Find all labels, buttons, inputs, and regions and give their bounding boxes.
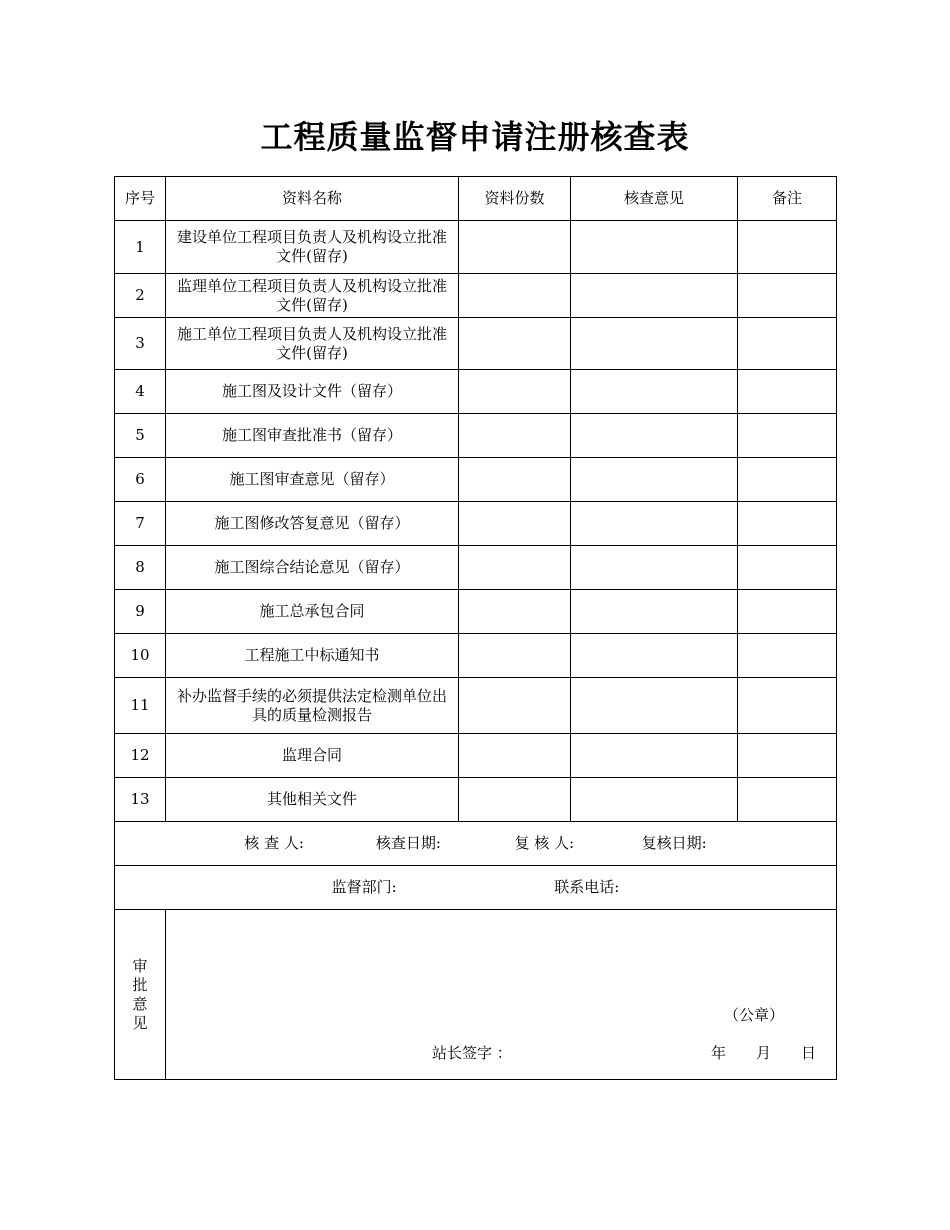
table-row [115,678,837,734]
row-name: 施工图审查意见（留存） [166,458,459,502]
copies-cell[interactable] [459,502,571,546]
row-name: 工程施工中标通知书 [166,634,459,678]
approval-row [115,910,837,1080]
remark-cell[interactable] [738,734,837,778]
table-row [115,778,837,822]
remark-cell[interactable] [738,221,837,274]
remark-cell[interactable] [738,458,837,502]
opinion-cell[interactable] [571,778,738,822]
remark-cell[interactable] [738,502,837,546]
remark-cell[interactable] [738,274,837,318]
phone-label: 联系电话: [554,878,620,896]
opinion-cell[interactable] [571,370,738,414]
table-row [115,634,837,678]
table-row [115,734,837,778]
approval-date [681,1044,816,1063]
row-name: 施工总承包合同 [166,590,459,634]
header-remark: 备注 [738,177,837,221]
review-table [114,176,837,1080]
row-index: 5 [115,414,166,458]
signature-cell [115,822,837,866]
copies-cell[interactable] [459,590,571,634]
row-name: 施工图综合结论意见（留存） [166,546,459,590]
header-name: 资料名称 [166,177,459,221]
opinion-cell[interactable] [571,221,738,274]
remark-cell[interactable] [738,370,837,414]
copies-cell[interactable] [459,778,571,822]
row-name: 建设单位工程项目负责人及机构设立批准文件(留存) [166,221,459,274]
row-name: 补办监督手续的必须提供法定检测单位出具的质量检测报告 [166,678,459,734]
opinion-cell[interactable] [571,634,738,678]
opinion-cell[interactable] [571,318,738,370]
table-row [115,590,837,634]
remark-cell[interactable] [738,590,837,634]
table-row [115,221,837,274]
department-row [115,866,837,910]
director-signature-label: 站长签字 ： [432,1044,512,1062]
page-title: 工程质量监督申请注册核查表 [260,118,690,156]
row-name: 施工图及设计文件（留存） [166,370,459,414]
checker-label: 核 查 人: [244,834,304,852]
opinion-cell[interactable] [571,678,738,734]
reviewer-label: 复 核 人: [514,834,575,852]
opinion-cell[interactable] [571,458,738,502]
year-label: 年 [710,1044,726,1062]
copies-cell[interactable] [459,734,571,778]
opinion-cell[interactable] [571,502,738,546]
row-index: 10 [115,634,166,678]
remark-cell[interactable] [738,778,837,822]
row-index: 7 [115,502,166,546]
row-name: 监理单位工程项目负责人及机构设立批准文件(留存) [166,274,459,318]
header-row [115,177,837,221]
department-cell [115,866,837,910]
row-index: 2 [115,274,166,318]
row-index: 8 [115,546,166,590]
signature-row [115,822,837,866]
copies-cell[interactable] [459,274,571,318]
copies-cell[interactable] [459,678,571,734]
month-label: 月 [755,1044,771,1062]
opinion-cell[interactable] [571,590,738,634]
row-name: 监理合同 [166,734,459,778]
table-row [115,274,837,318]
row-index: 1 [115,221,166,274]
table-row [115,458,837,502]
copies-cell[interactable] [459,458,571,502]
day-label: 日 [800,1044,816,1062]
remark-cell[interactable] [738,678,837,734]
remark-cell[interactable] [738,546,837,590]
row-index: 12 [115,734,166,778]
opinion-cell[interactable] [571,274,738,318]
header-copies: 资料份数 [459,177,571,221]
department-label: 监督部门: [331,878,397,896]
table-row [115,414,837,458]
opinion-cell[interactable] [571,734,738,778]
row-index: 3 [115,318,166,370]
copies-cell[interactable] [459,546,571,590]
copies-cell[interactable] [459,318,571,370]
row-name: 施工单位工程项目负责人及机构设立批准文件(留存) [166,318,459,370]
official-seal-label: （公章） [723,1006,784,1024]
opinion-cell[interactable] [571,546,738,590]
remark-cell[interactable] [738,318,837,370]
approval-label: 审 批 意 见 [132,956,148,1032]
copies-cell[interactable] [459,370,571,414]
row-index: 13 [115,778,166,822]
row-name: 施工图修改答复意见（留存） [166,502,459,546]
approval-content-cell[interactable] [166,910,837,1080]
approval-label-cell [115,910,166,1080]
row-index: 6 [115,458,166,502]
row-name: 施工图审查批准书（留存） [166,414,459,458]
remark-cell[interactable] [738,414,837,458]
header-opinion: 核查意见 [571,177,738,221]
review-date-label: 复核日期: [641,834,707,852]
table-row [115,318,837,370]
table-row [115,502,837,546]
table-row [115,370,837,414]
copies-cell[interactable] [459,414,571,458]
copies-cell[interactable] [459,634,571,678]
check-date-label: 核查日期: [375,834,441,852]
copies-cell[interactable] [459,221,571,274]
remark-cell[interactable] [738,634,837,678]
opinion-cell[interactable] [571,414,738,458]
row-index: 4 [115,370,166,414]
row-index: 11 [115,678,166,734]
table-row [115,546,837,590]
row-name: 其他相关文件 [166,778,459,822]
header-index: 序号 [115,177,166,221]
row-index: 9 [115,590,166,634]
